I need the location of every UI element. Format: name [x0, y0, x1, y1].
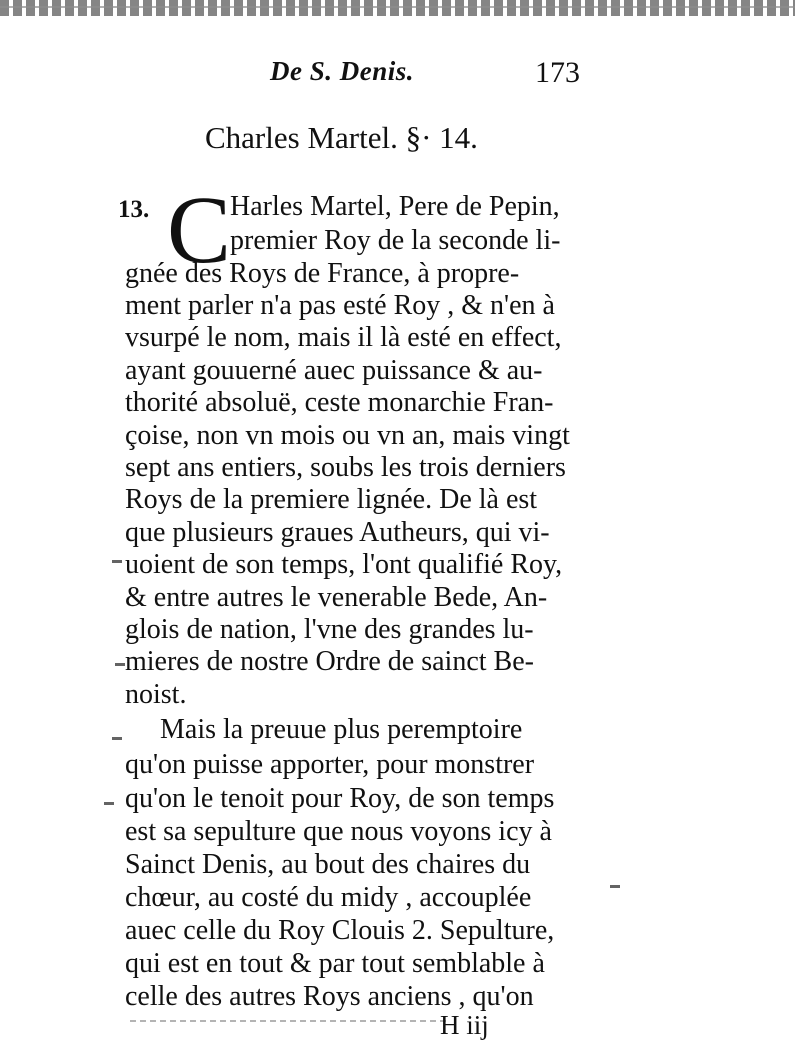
text-line: thorité absoluë, ceste monarchie Fran-: [125, 387, 554, 418]
bottom-rule: [130, 1020, 450, 1022]
text-line: vsurpé le nom, mais il là esté en effect,: [125, 322, 562, 353]
text-line: celle des autres Roys anciens , qu'on: [125, 981, 534, 1012]
text-line: auec celle du Roy Clouis 2. Sepulture,: [125, 915, 555, 946]
text-line: Mais la preuue plus peremptoire: [160, 714, 523, 745]
margin-mark: [610, 885, 620, 888]
text-line: mieres de nostre Ordre de sainct Be-: [125, 646, 534, 677]
text-line: chœur, au costé du midy , accouplée: [125, 882, 532, 913]
chapter-title: Charles Martel. §· 14.: [205, 120, 478, 155]
text-line: ment parler n'a pas esté Roy , & n'en à: [125, 290, 555, 321]
text-line: glois de nation, l'vne des grandes lu-: [125, 614, 534, 645]
text-line: qui est en tout & par tout semblable à: [125, 948, 545, 979]
signature-mark: H iij: [440, 1010, 489, 1040]
margin-mark: [112, 737, 122, 740]
text-line: çoise, non vn mois ou vn an, mais vingt: [125, 420, 570, 451]
text-line: & entre autres le venerable Bede, An-: [125, 582, 548, 613]
page-number: 173: [535, 56, 580, 89]
text-line: est sa sepulture que nous voyons icy à: [125, 816, 552, 847]
text-line: qu'on puisse apporter, pour monstrer: [125, 749, 535, 780]
drop-cap: C: [167, 176, 232, 283]
text-line: uoient de son temps, l'ont qualifié Roy,: [125, 549, 563, 580]
text-line: noist.: [125, 679, 187, 710]
section-number: 13.: [118, 196, 150, 223]
margin-mark: [104, 802, 114, 805]
text-line: premier Roy de la seconde li-: [230, 225, 561, 256]
margin-mark: [115, 663, 125, 666]
text-line: Harles Martel, Pere de Pepin,: [230, 191, 560, 222]
text-line: Roys de la premiere lignée. De là est: [125, 484, 538, 515]
text-line: sept ans entiers, soubs les trois derniers: [125, 452, 566, 483]
running-head: De S. Denis.: [270, 56, 415, 86]
text-line: gnée des Roys de France, à propre-: [125, 258, 520, 289]
top-border-rule: [0, 0, 795, 16]
text-line: Sainct Denis, au bout des chaires du: [125, 849, 531, 880]
margin-mark: [112, 560, 122, 563]
text-line: qu'on le tenoit pour Roy, de son temps: [125, 783, 555, 814]
text-line: que plusieurs graues Autheurs, qui vi-: [125, 517, 550, 548]
text-line: ayant gouuerné auec puissance & au-: [125, 355, 543, 386]
